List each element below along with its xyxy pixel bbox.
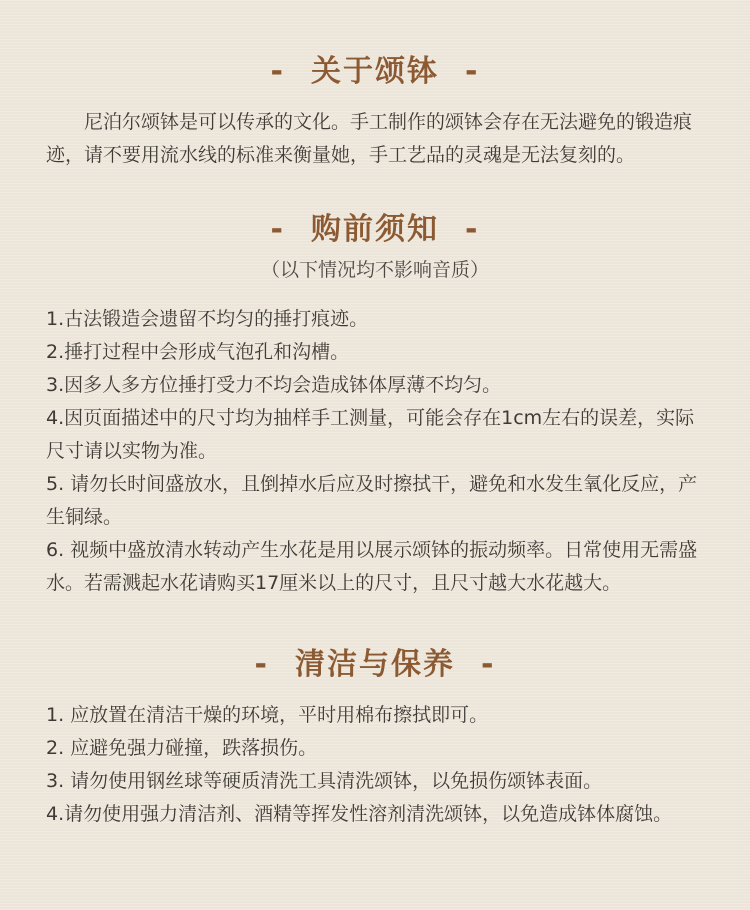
list-item: 1.古法锻造会遗留不均匀的捶打痕迹。 [46,308,369,330]
list-item: 3.因多人多方位捶打受力不均会造成钵体厚薄不均匀。 [46,374,502,396]
heading-dash-right: - [465,212,480,247]
about-heading [0,52,750,92]
heading-dash-left: - [254,647,269,682]
list-item: 4.因页面描述中的尺寸均为抽样手工测量，可能会存在1cm左右的误差，实际尺寸请以实物为准。 [46,407,695,462]
list-item: 2.捶打过程中会形成气泡孔和沟槽。 [46,341,350,363]
heading-dash-left: - [270,54,285,89]
heading-dash-right: - [465,54,480,89]
list-item: 5. 请勿长时间盛放水，且倒掉水后应及时擦拭干，避免和水发生氧化反应，产生铜绿。 [46,473,698,528]
notice-title: 购前须知 [311,212,439,247]
care-list [46,699,708,831]
notice-subtitle: （以下情况均不影响音质） [260,259,489,281]
about-title: 关于颂钵 [311,54,439,89]
about-paragraph: 尼泊尔颂钵是可以传承的文化。手工制作的颂钵会存在无法避免的锻造痕迹，请不要用流水线的标准来衡量她，手工艺品的灵魂是无法复刻的。 [46,111,693,166]
list-item: 3. 请勿使用钢丝球等硬质清洗工具清洗颂钵，以免损伤颂钵表面。 [46,770,603,792]
list-item: 2. 应避免强力碰撞，跌落损伤。 [46,737,318,759]
list-item: 4.请勿使用强力清洁剂、酒精等挥发性溶剂清洗颂钵，以免造成钵体腐蚀。 [46,803,673,825]
notice-heading [0,210,750,250]
list-item: 1. 应放置在清洁干燥的环境，平时用棉布擦拭即可。 [46,704,489,726]
care-title: 清洁与保养 [295,647,455,682]
heading-dash-left: - [270,212,285,247]
care-heading [0,645,750,685]
notice-list [46,303,708,600]
heading-dash-right: - [481,647,496,682]
list-item: 6. 视频中盛放清水转动产生水花是用以展示颂钵的振动频率。日常使用无需盛水。若需溅起水花请购买17厘米以上的尺寸，且尺寸越大水花越大。 [46,539,698,594]
